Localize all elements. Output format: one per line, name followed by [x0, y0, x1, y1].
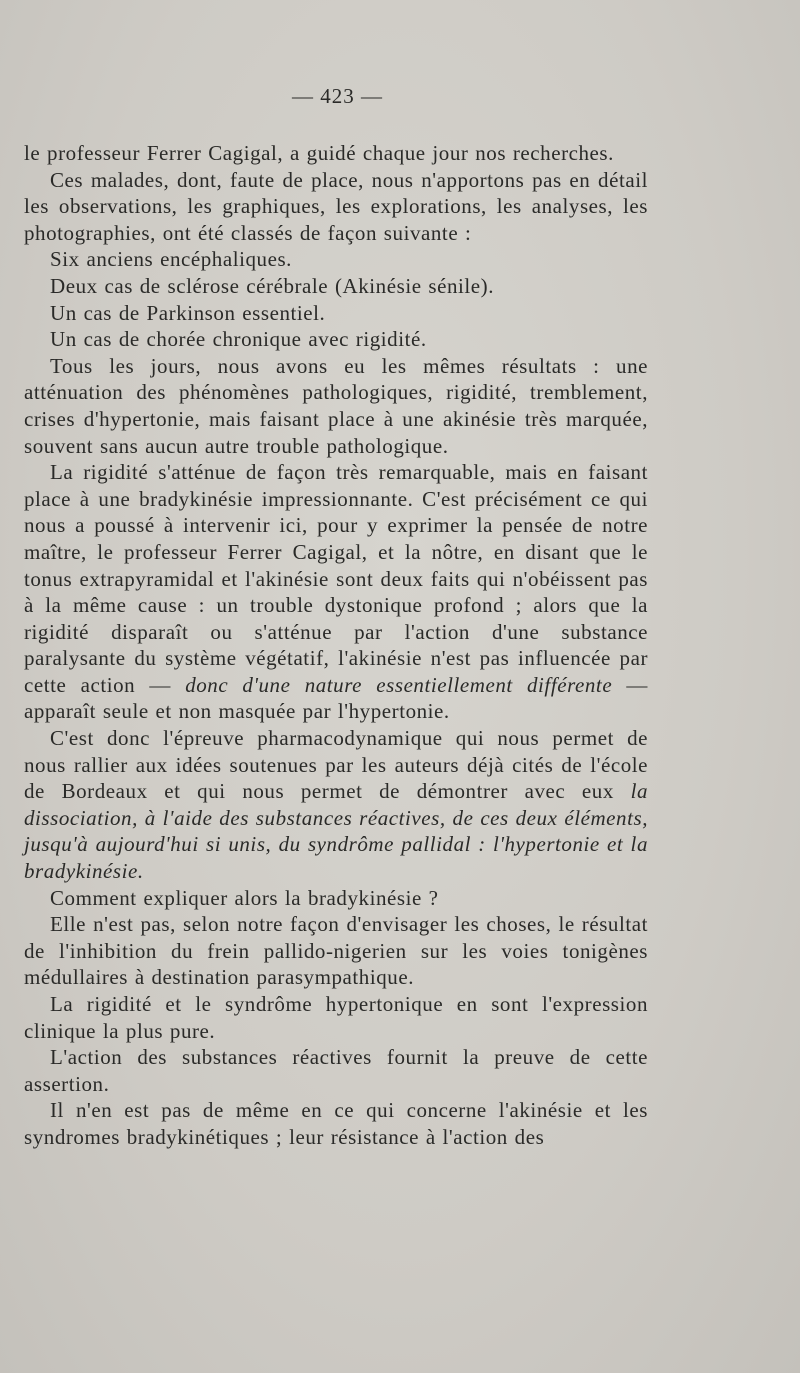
- italic-emphasis: la dissociation, à l'aide des substances réactives, de ces deux éléments, jusqu'à aujourd'hui si unis, du syndrôme pallidal : l'hypertonie et la bradykinésie.: [24, 779, 648, 884]
- list-item: Un cas de Parkinson essentiel.: [50, 300, 326, 325]
- list-item: Six anciens encéphaliques.: [50, 247, 292, 272]
- paragraph-rigidity-text: La rigidité s'atténue de façon très remarquable, mais en faisant place à une bradykinésie impressionnante. C'est précisément ce qui nous a poussé à intervenir ici, pour y exprimer la pensée de notre maître, le professeur Ferrer Cagigal, et la nôtre, en disant que le tonus extrapyramidal et l'akinésie sont deux faits qui n'obéissent pas à la même cause : un trouble dystonique profond ; alors que la rigidité disparaît ou s'atténue par l'action d'une substance paralysante du système végétatif, l'akinésie n'est pas influencée par cette action —: [24, 460, 648, 697]
- italic-emphasis: donc d'une nature essentiellement différente: [185, 672, 613, 697]
- paragraph-akinesia: Il n'en est pas de même en ce qui concerne l'akinésie et les syndromes bradykinétiques ; leur résistance à l'action des: [24, 1098, 648, 1149]
- paragraph-rigidity: [24, 459, 648, 725]
- paragraph-patients: Ces malades, dont, faute de place, nous n'apportons pas en détail les observations, les graphiques, les explorations, les analyses, les photographies, ont été classés de façon suivante :: [24, 167, 648, 245]
- page-number: — 423 —: [292, 84, 383, 108]
- list-item: Un cas de chorée chronique avec rigidité.: [50, 327, 427, 352]
- paragraph-question: Comment expliquer alors la bradykinésie ?: [50, 885, 439, 910]
- paragraph-pharmacodynamic: [24, 725, 648, 885]
- paragraph-explanation: Elle n'est pas, selon notre façon d'envisager les choses, le résultat de l'inhibition du frein pallido-nigerien sur les voies tonigènes médullaires à destination parasympathique.: [24, 912, 648, 990]
- list-item: Deux cas de sclérose cérébrale (Akinésie sénile).: [50, 273, 494, 298]
- paragraph-results: Tous les jours, nous avons eu les mêmes résultats : une atténuation des phénomènes pathologiques, rigidité, tremblement, crises d'hypertonie, mais faisant place à une akinésie très marquée, souvent sans aucun autre trouble pathologique.: [24, 353, 648, 458]
- paragraph-proof: L'action des substances réactives fournit la preuve de cette assertion.: [24, 1045, 648, 1096]
- paragraph-pharmacodynamic-text: C'est donc l'épreuve pharmacodynamique qui nous permet de nous rallier aux idées soutenues par les auteurs déjà cités de l'école de Bordeaux et qui nous permet de démontrer avec eux: [24, 726, 648, 804]
- paragraph-rigidity-end: — apparaît seule et non masquée par l'hypertonie.: [24, 672, 648, 724]
- body-text: [24, 140, 648, 1151]
- paragraph-expression: La rigidité et le syndrôme hypertonique en sont l'expression clinique la plus pure.: [24, 992, 648, 1043]
- paragraph-continuation: le professeur Ferrer Cagigal, a guidé chaque jour nos recherches.: [24, 141, 614, 165]
